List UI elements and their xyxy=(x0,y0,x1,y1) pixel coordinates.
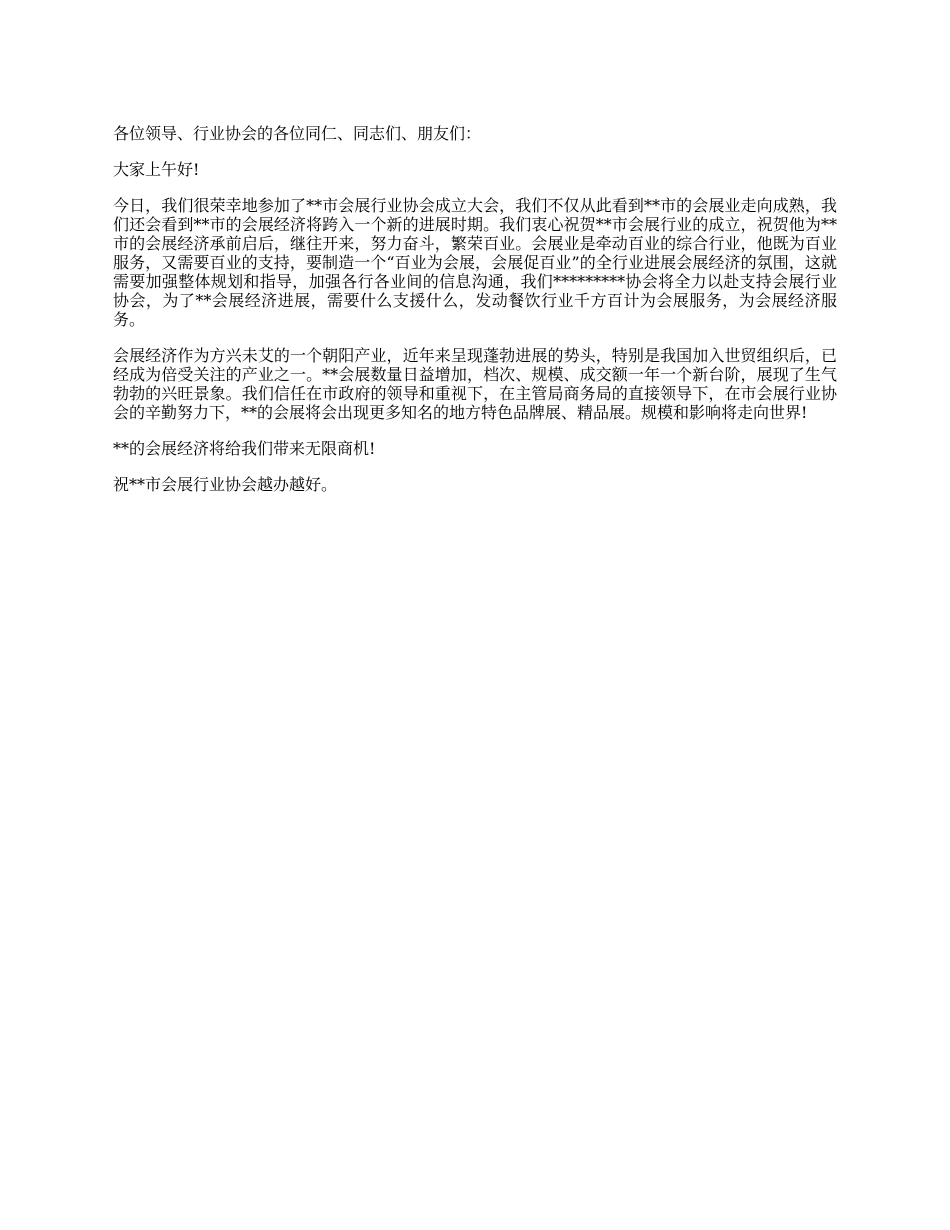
closing-line: **的会展经济将给我们带来无限商机! xyxy=(113,439,376,458)
body-paragraph: 会展经济作为方兴未艾的一个朝阳产业，近年来呈现蓬勃进展的势头，特别是我国加入世贸组织后，已经成为倍受关注的产业之一。**会展数量日益增加，档次、规模、成交额一年一个新台阶，展现了生气勃勃的兴旺景象。我们信任在市政府的领导和重视下，在主管局商务局的直接领导下，在市会展行业协会的辛勤努力下，**的会展将会出现更多知名的地方特色品牌展、精品展。规模和影响将走向世界! xyxy=(113,346,837,422)
greeting: 大家上午好! xyxy=(113,160,200,179)
salutation: 各位领导、行业协会的各位同仁、同志们、朋友们： xyxy=(113,124,482,143)
closing-wish: 祝**市会展行业协会越办越好。 xyxy=(113,475,338,494)
document-body xyxy=(113,124,837,511)
body-paragraph: 今日，我们很荣幸地参加了**市会展行业协会成立大会，我们不仅从此看到**市的会展业走向成熟，我们还会看到**市的会展经济将跨入一个新的进展时期。我们衷心祝贺**市会展行业的成立，祝贺他为**市的会展经济承前启后，继往开来，努力奋斗，繁荣百业。会展业是牵动百业的综合行业，他既为百业服务，又需要百业的支持，要制造一个“百业为会展，会展促百业”的全行业进展会展经济的氛围，这就需要加强整体规划和指导，加强各行各业间的信息沟通，我们*********协会将全力以赴支持会展行业协会，为了**会展经济进展，需要什么支援什么，发动餐饮行业千方百计为会展服务，为会展经济服务。 xyxy=(113,196,837,329)
